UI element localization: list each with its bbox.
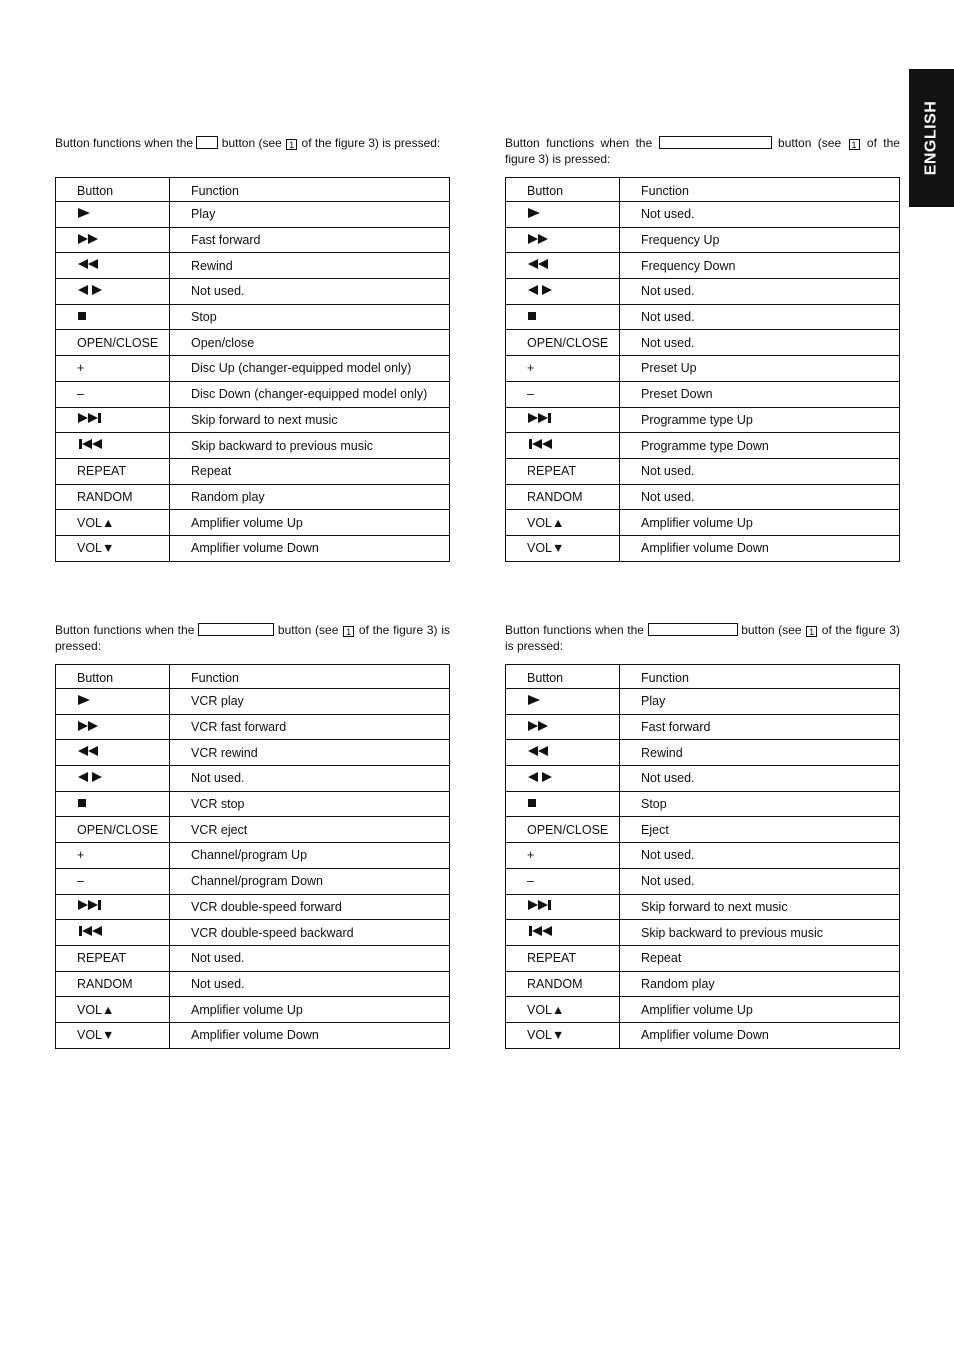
table-row [506,868,900,894]
button-cell [506,227,620,253]
rewind-icon [77,258,99,270]
skip-forward-icon [77,412,103,424]
button-cell [56,279,170,305]
left-right-icon [527,771,553,783]
skip-backward-icon [527,438,553,450]
skip-backward-icon [77,925,103,937]
table-row [56,458,450,484]
button-cell [56,433,170,459]
table-row [56,535,450,561]
function-cell: Repeat [620,945,900,971]
function-cell: VCR double-speed forward [170,894,450,920]
function-cell: Amplifier volume Up [170,510,450,536]
panel-intro [55,135,450,169]
function-cell: Programme type Down [620,433,900,459]
button-cell [506,766,620,792]
figure-ref: 1 [343,626,354,637]
table-row [506,330,900,356]
skip-forward-icon [77,899,103,911]
intro-mid: button (see [221,136,282,150]
button-cell [506,433,620,459]
table-row [56,945,450,971]
function-cell: VCR stop [170,791,450,817]
table-row [506,920,900,946]
function-panel [505,622,900,1043]
button-cell: REPEAT [56,458,170,484]
function-cell: Not used. [170,945,450,971]
button-cell: VOL▼ [56,535,170,561]
header-button: Button [56,665,170,689]
button-cell: RANDOM [506,971,620,997]
table-row [56,920,450,946]
header-function: Function [620,178,900,202]
button-cell [506,714,620,740]
table-row [506,381,900,407]
function-cell: Frequency Down [620,253,900,279]
function-cell: Skip backward to previous music [620,920,900,946]
function-cell: Rewind [170,253,450,279]
intro-mid: button (see [741,623,802,637]
function-cell: Not used. [620,843,900,869]
table-row [506,714,900,740]
table-row [56,433,450,459]
fast-forward-icon [527,720,549,732]
button-cell: VOL▲ [56,510,170,536]
function-cell: VCR double-speed backward [170,920,450,946]
source-button-blank [196,136,218,149]
table-row [56,253,450,279]
button-cell: + [506,843,620,869]
function-cell: Fast forward [620,714,900,740]
table-header-row [506,178,900,202]
table-header-row [506,665,900,689]
fast-forward-icon [77,233,99,245]
left-right-icon [527,284,553,296]
function-cell: Not used. [620,458,900,484]
table-header-row [56,665,450,689]
button-cell [506,279,620,305]
function-cell: Preset Up [620,356,900,382]
table-row [56,1022,450,1048]
play-icon [77,694,91,706]
header-button: Button [506,178,620,202]
table-row [56,510,450,536]
table-row [506,766,900,792]
figure-ref: 1 [849,139,860,150]
table-row [56,817,450,843]
table-row [506,689,900,715]
source-button-blank [198,623,274,636]
skip-backward-icon [77,438,103,450]
play-icon [527,694,541,706]
function-cell: Amplifier volume Down [620,1022,900,1048]
function-table [55,664,450,1049]
button-cell: REPEAT [506,458,620,484]
language-tab [909,69,954,207]
function-cell: VCR fast forward [170,714,450,740]
skip-forward-icon [527,899,553,911]
table-row [506,997,900,1023]
table-row [506,971,900,997]
button-cell [56,894,170,920]
table-row [506,817,900,843]
button-cell: OPEN/CLOSE [506,330,620,356]
function-cell: Amplifier volume Down [620,535,900,561]
stop-icon [527,310,537,322]
function-cell: Stop [170,304,450,330]
rewind-icon [527,745,549,757]
function-cell: Preset Down [620,381,900,407]
function-cell: Play [170,202,450,228]
table-row [56,330,450,356]
function-cell: Random play [170,484,450,510]
table-row [56,279,450,305]
button-cell: + [56,843,170,869]
table-row [506,843,900,869]
function-cell: Amplifier volume Up [170,997,450,1023]
function-table [55,177,450,562]
button-cell [56,227,170,253]
panel-intro [55,622,450,656]
button-cell [56,920,170,946]
rewind-icon [77,745,99,757]
skip-forward-icon [527,412,553,424]
figure-ref: 1 [806,626,817,637]
button-cell [506,253,620,279]
button-cell: REPEAT [56,945,170,971]
button-cell: RANDOM [56,484,170,510]
function-cell: Not used. [170,279,450,305]
function-cell: Amplifier volume Down [170,1022,450,1048]
table-row [506,791,900,817]
table-row [506,740,900,766]
button-cell: – [506,868,620,894]
table-row [506,227,900,253]
source-button-blank [659,136,772,149]
function-cell: VCR rewind [170,740,450,766]
function-table [505,664,900,1049]
button-cell [506,202,620,228]
table-row [506,407,900,433]
button-cell [506,740,620,766]
table-row [56,971,450,997]
table-row [56,714,450,740]
function-panel [505,135,900,556]
function-cell: Amplifier volume Up [620,997,900,1023]
table-row [56,791,450,817]
function-cell: Repeat [170,458,450,484]
function-cell: VCR eject [170,817,450,843]
left-right-icon [77,284,103,296]
header-function: Function [620,665,900,689]
function-cell: Programme type Up [620,407,900,433]
button-cell [56,253,170,279]
table-row [56,740,450,766]
function-cell: Disc Down (changer-equipped model only) [170,381,450,407]
table-row [506,894,900,920]
stop-icon [77,310,87,322]
table-row [506,356,900,382]
button-cell [56,791,170,817]
header-button: Button [56,178,170,202]
table-row [56,227,450,253]
function-cell: Skip forward to next music [620,894,900,920]
button-cell: VOL▲ [56,997,170,1023]
function-cell: Play [620,689,900,715]
table-row [506,304,900,330]
button-cell [506,894,620,920]
function-cell: Not used. [620,766,900,792]
table-row [506,945,900,971]
table-row [56,484,450,510]
header-function: Function [170,178,450,202]
function-panel [55,135,450,556]
function-cell: Amplifier volume Up [620,510,900,536]
rewind-icon [527,258,549,270]
intro-pre: Button functions when the [505,623,644,637]
table-header-row [56,178,450,202]
button-cell: RANDOM [56,971,170,997]
button-cell: OPEN/CLOSE [506,817,620,843]
function-cell: Not used. [170,766,450,792]
button-cell [506,689,620,715]
intro-post: of the figure 3) is pressed: [55,623,450,653]
button-cell [56,689,170,715]
play-icon [77,207,91,219]
intro-post: of the figure 3) is pressed: [505,623,900,653]
button-cell: VOL▲ [506,997,620,1023]
function-cell: VCR play [170,689,450,715]
function-cell: Not used. [620,279,900,305]
function-cell: Amplifier volume Down [170,535,450,561]
button-cell [56,714,170,740]
play-icon [527,207,541,219]
button-cell: – [56,868,170,894]
fast-forward-icon [527,233,549,245]
panel-intro [505,622,900,656]
fast-forward-icon [77,720,99,732]
intro-pre: Button functions when the [55,623,195,637]
function-cell: Open/close [170,330,450,356]
button-cell: – [506,381,620,407]
button-cell [56,407,170,433]
function-cell: Rewind [620,740,900,766]
button-cell: VOL▼ [506,535,620,561]
function-cell: Channel/program Up [170,843,450,869]
intro-post: of the figure 3) is pressed: [505,136,900,166]
stop-icon [77,797,87,809]
table-row [56,407,450,433]
table-row [506,510,900,536]
button-cell: VOL▼ [56,1022,170,1048]
table-row [506,535,900,561]
button-cell [506,304,620,330]
skip-backward-icon [527,925,553,937]
table-row [506,279,900,305]
figure-ref: 1 [286,139,297,150]
button-cell: OPEN/CLOSE [56,817,170,843]
source-button-blank [648,623,738,636]
table-row [56,202,450,228]
panel-intro [505,135,900,169]
function-cell: Frequency Up [620,227,900,253]
button-cell: + [56,356,170,382]
button-cell: – [56,381,170,407]
button-cell [506,920,620,946]
table-row [506,1022,900,1048]
button-cell: VOL▼ [506,1022,620,1048]
language-tab-label: ENGLISH [922,100,940,176]
function-cell: Random play [620,971,900,997]
function-cell: Not used. [620,868,900,894]
table-row [56,894,450,920]
table-row [56,997,450,1023]
table-row [56,766,450,792]
table-row [506,253,900,279]
button-cell [56,304,170,330]
function-cell: Skip forward to next music [170,407,450,433]
table-row [56,381,450,407]
function-panel [55,622,450,1043]
button-cell: REPEAT [506,945,620,971]
button-cell [506,407,620,433]
function-cell: Not used. [620,304,900,330]
function-cell: Channel/program Down [170,868,450,894]
table-row [506,202,900,228]
header-button: Button [506,665,620,689]
intro-pre: Button functions when the [55,136,194,150]
table-row [506,433,900,459]
function-table [505,177,900,562]
function-cell: Not used. [620,484,900,510]
left-right-icon [77,771,103,783]
intro-pre: Button functions when the [505,136,653,150]
function-cell: Not used. [170,971,450,997]
function-cell: Skip backward to previous music [170,433,450,459]
function-cell: Fast forward [170,227,450,253]
function-cell: Not used. [620,330,900,356]
header-function: Function [170,665,450,689]
function-cell: Stop [620,791,900,817]
intro-post: of the figure 3) is pressed: [301,136,441,150]
button-cell: OPEN/CLOSE [56,330,170,356]
table-row [506,484,900,510]
button-cell: + [506,356,620,382]
button-cell: VOL▲ [506,510,620,536]
table-row [56,689,450,715]
button-cell [56,740,170,766]
table-row [56,304,450,330]
button-cell [56,202,170,228]
stop-icon [527,797,537,809]
table-row [506,458,900,484]
function-cell: Not used. [620,202,900,228]
table-row [56,356,450,382]
table-row [56,843,450,869]
table-row [56,868,450,894]
intro-mid: button (see [277,623,339,637]
button-cell [56,766,170,792]
button-cell: RANDOM [506,484,620,510]
intro-mid: button (see [778,136,842,150]
function-cell: Disc Up (changer-equipped model only) [170,356,450,382]
button-cell [506,791,620,817]
function-cell: Eject [620,817,900,843]
